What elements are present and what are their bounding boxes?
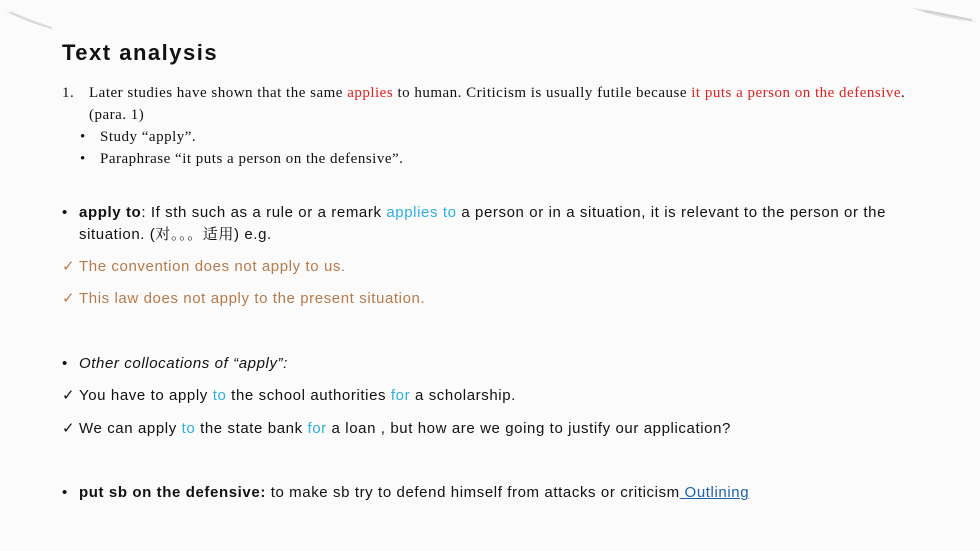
sub-list-item-text: Study “apply”.	[100, 129, 197, 145]
bullet-icon: •	[62, 355, 68, 372]
question-number: 1.	[62, 85, 75, 101]
highlight-preposition: for	[307, 420, 327, 437]
question-item	[62, 82, 932, 126]
highlight-applies: applies	[347, 85, 394, 101]
highlight-preposition: for	[390, 387, 411, 404]
bullet-icon: •	[62, 204, 68, 221]
bullet-icon: •	[80, 129, 86, 145]
question-text-segment: to human. Criticism is usually futile because	[393, 85, 692, 101]
outlining-link[interactable]: Outlining	[679, 484, 750, 501]
question-sub-list	[80, 126, 403, 170]
question-text-segment: Later studies have shown that the same	[89, 85, 348, 101]
example-text: You have to apply	[79, 387, 213, 404]
example-sentence	[62, 256, 346, 278]
question-text	[89, 82, 932, 126]
brush-stroke-decoration	[0, 0, 70, 36]
check-icon: ✓	[62, 387, 76, 404]
collocation-example	[62, 385, 516, 407]
term-put-on-defensive: put sb on the defensive:	[79, 484, 266, 501]
example-sentence	[62, 288, 425, 310]
question-text-segment: . (para. 1)	[89, 85, 906, 123]
example-text: The convention does not apply to us.	[79, 258, 346, 275]
highlight-applies-to: applies to	[386, 204, 457, 221]
bullet-icon: •	[80, 151, 86, 167]
example-text: a scholarship.	[410, 387, 516, 404]
brush-stroke-decoration	[910, 0, 980, 30]
collocations-heading-text: Other collocations of “apply”:	[79, 355, 288, 372]
sub-list-item	[80, 148, 403, 170]
sub-list-item-text: Paraphrase “it puts a person on the defensive”.	[100, 151, 404, 167]
check-icon: ✓	[62, 290, 76, 307]
collocations-heading	[62, 353, 288, 375]
apply-to-definition	[62, 202, 912, 246]
example-text: a loan , but how are we going to justify our application?	[326, 420, 731, 437]
term-apply-to: apply to	[79, 204, 142, 221]
example-text: This law does not apply to the present situation.	[79, 290, 426, 307]
check-icon: ✓	[62, 420, 76, 437]
highlight-preposition: to	[212, 387, 227, 404]
defensive-definition	[62, 482, 749, 504]
bullet-icon: •	[62, 484, 68, 501]
example-text: We can apply	[79, 420, 182, 437]
slide-title: Text analysis	[62, 40, 219, 65]
definition-text: : If sth such as a rule or a remark	[141, 204, 387, 221]
example-text: the state bank	[195, 420, 308, 437]
check-icon: ✓	[62, 258, 76, 275]
highlight-preposition: to	[181, 420, 196, 437]
example-text: the school authorities	[226, 387, 391, 404]
collocation-example	[62, 418, 731, 440]
highlight-defensive-phrase: it puts a person on the defensive	[691, 85, 902, 101]
sub-list-item	[80, 126, 403, 148]
definition-text: a person or in a situation, it is relevant to the person or the situation. (对。。。适用) e.g.	[79, 204, 887, 243]
definition-text: to make sb try to defend himself from attacks or criticism	[265, 484, 680, 501]
